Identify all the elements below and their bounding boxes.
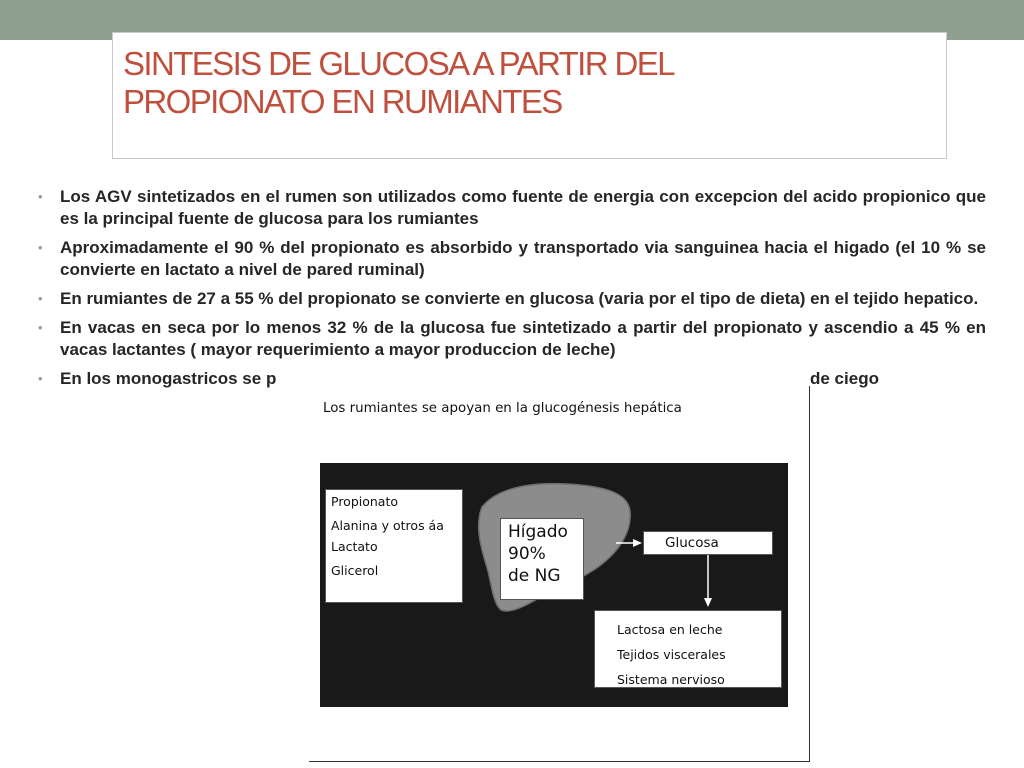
bullet-text: Los AGV sintetizados en el rumen son utilizados como fuente de energia con excepcion del acido propionico que es la principal fuente de glucosa para los rumiantes bbox=[60, 187, 986, 228]
glucogenesis-figure bbox=[309, 386, 810, 762]
bullet-text: En vacas en seca por lo menos 32 % de la glucosa fue sintetizado a partir del propionato y ascendio a 45 % en vacas lactantes ( mayor requerimiento a mayor produccion de leche) bbox=[60, 318, 986, 359]
glucogenesis-diagram bbox=[320, 463, 788, 707]
liver-label-line: Hígado bbox=[508, 522, 568, 542]
use-item: Sistema nervioso bbox=[617, 672, 725, 687]
glucosa-box: Glucosa bbox=[643, 531, 773, 555]
title-placeholder bbox=[112, 32, 947, 159]
use-item: Tejidos viscerales bbox=[617, 647, 726, 662]
bullet-item bbox=[38, 186, 986, 230]
uses-box bbox=[594, 610, 782, 688]
liver-label-line: de NG bbox=[508, 566, 561, 586]
bullet-dot-icon: • bbox=[38, 240, 43, 255]
bullet-item bbox=[38, 317, 986, 361]
use-item: Lactosa en leche bbox=[617, 622, 723, 637]
bullet-dot-icon: • bbox=[38, 371, 43, 386]
bullet-list bbox=[38, 186, 986, 397]
substrate-item: Propionato bbox=[331, 494, 399, 509]
arrow-down-icon bbox=[704, 555, 712, 607]
figure-caption: Los rumiantes se apoyan en la glucogénesis hepática bbox=[323, 401, 682, 416]
bullet-text-tail: de ciego bbox=[810, 369, 879, 388]
slide-title bbox=[123, 45, 674, 121]
substrate-item: Alanina y otros áa bbox=[331, 518, 444, 533]
bullet-text: Aproximadamente el 90 % del propionato es absorbido y transportado via sanguinea hacia el higado (el 10 % se convierte en lactato a nivel de pared ruminal) bbox=[60, 238, 986, 279]
arrow-to-glucosa-icon bbox=[616, 539, 642, 547]
bullet-dot-icon: • bbox=[38, 189, 43, 204]
bullet-text-partial: En los monogastricos se p bbox=[60, 369, 277, 388]
title-line-2: PROPIONATO EN RUMIANTES bbox=[123, 83, 562, 120]
bullet-item bbox=[38, 288, 986, 310]
bullet-dot-icon: • bbox=[38, 320, 43, 335]
bullet-text: En rumiantes de 27 a 55 % del propionato se convierte en glucosa (varia por el tipo de dieta) en el tejido hepatico. bbox=[60, 289, 979, 308]
liver-label-line: 90% bbox=[508, 544, 546, 564]
substrate-item: Lactato bbox=[331, 539, 378, 554]
substrate-item: Glicerol bbox=[331, 563, 379, 578]
bullet-dot-icon: • bbox=[38, 291, 43, 306]
title-line-1: SINTESIS DE GLUCOSA A PARTIR DEL bbox=[123, 45, 674, 82]
bullet-item bbox=[38, 237, 986, 281]
